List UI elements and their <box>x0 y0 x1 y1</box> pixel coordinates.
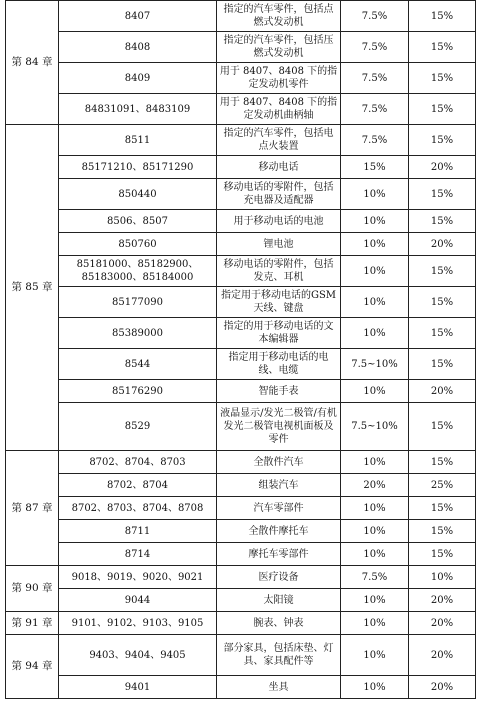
table-row <box>6 63 476 94</box>
rate-b-cell: 20% <box>409 635 476 676</box>
rate-a-cell: 10% <box>341 287 409 318</box>
description-cell: 锂电池 <box>217 233 341 256</box>
rate-a-cell: 20% <box>341 474 409 497</box>
rate-a-cell: 10% <box>341 451 409 474</box>
rate-a-cell: 7.5% <box>341 125 409 156</box>
hs-code-cell: 8408 <box>59 32 217 63</box>
rate-a-cell: 10% <box>341 635 409 676</box>
description-cell: 指定的汽车零件，包括电点火装置 <box>217 125 341 156</box>
chapter-cell: 第 84 章 <box>6 1 59 125</box>
rate-b-cell: 15% <box>409 94 476 125</box>
rate-b-cell: 15% <box>409 543 476 566</box>
hs-code-cell: 8544 <box>59 349 217 380</box>
description-cell: 用于 8407、8408 下的指定发动机曲柄轴 <box>217 94 341 125</box>
tariff-table <box>5 0 476 699</box>
table-row <box>6 676 476 699</box>
rate-b-cell: 20% <box>409 380 476 403</box>
hs-code-cell: 9403、9404、9405 <box>59 635 217 676</box>
table-row <box>6 380 476 403</box>
table-row <box>6 318 476 349</box>
description-cell: 医疗设备 <box>217 566 341 589</box>
rate-b-cell: 15% <box>409 210 476 233</box>
hs-code-cell: 8511 <box>59 125 217 156</box>
rate-a-cell: 7.5% <box>341 1 409 32</box>
hs-code-cell: 8702、8703、8704、8708 <box>59 497 217 520</box>
table-row <box>6 403 476 451</box>
description-cell: 指定用于移动电话的GSM 天线、键盘 <box>217 287 341 318</box>
rate-a-cell: 7.5% <box>341 94 409 125</box>
table-row <box>6 287 476 318</box>
hs-code-cell: 84831091、8483109 <box>59 94 217 125</box>
rate-a-cell: 10% <box>341 380 409 403</box>
description-cell: 腕表、钟表 <box>217 612 341 635</box>
description-cell: 用于移动电话的电池 <box>217 210 341 233</box>
rate-b-cell: 15% <box>409 63 476 94</box>
hs-code-cell: 8714 <box>59 543 217 566</box>
rate-b-cell: 20% <box>409 156 476 179</box>
chapter-cell: 第 87 章 <box>6 451 59 566</box>
table-row <box>6 1 476 32</box>
table-row <box>6 233 476 256</box>
hs-code-cell: 850440 <box>59 179 217 210</box>
hs-code-cell: 9401 <box>59 676 217 699</box>
table-row <box>6 156 476 179</box>
table-row <box>6 125 476 156</box>
table-row <box>6 589 476 612</box>
description-cell: 智能手表 <box>217 380 341 403</box>
rate-a-cell: 7.5~10% <box>341 403 409 451</box>
rate-a-cell: 10% <box>341 233 409 256</box>
description-cell: 汽车零部件 <box>217 497 341 520</box>
table-row <box>6 451 476 474</box>
chapter-cell: 第 94 章 <box>6 635 59 699</box>
rate-b-cell: 15% <box>409 318 476 349</box>
description-cell: 全散件汽车 <box>217 451 341 474</box>
table-row <box>6 497 476 520</box>
hs-code-cell: 9101、9102、9103、9105 <box>59 612 217 635</box>
rate-a-cell: 15% <box>341 156 409 179</box>
description-cell: 部分家具，包括床垫、灯具、家具配件等 <box>217 635 341 676</box>
table-row <box>6 179 476 210</box>
table-row <box>6 349 476 380</box>
rate-b-cell: 10% <box>409 566 476 589</box>
rate-b-cell: 15% <box>409 32 476 63</box>
hs-code-cell: 85177090 <box>59 287 217 318</box>
description-cell: 指定的用于移动电话的文本编辑器 <box>217 318 341 349</box>
table-row <box>6 32 476 63</box>
rate-b-cell: 15% <box>409 287 476 318</box>
rate-b-cell: 15% <box>409 451 476 474</box>
hs-code-cell: 9018、9019、9020、9021 <box>59 566 217 589</box>
table-row <box>6 210 476 233</box>
hs-code-cell: 8529 <box>59 403 217 451</box>
table-row <box>6 612 476 635</box>
rate-b-cell: 15% <box>409 520 476 543</box>
rate-b-cell: 20% <box>409 612 476 635</box>
description-cell: 摩托车零部件 <box>217 543 341 566</box>
hs-code-cell: 9044 <box>59 589 217 612</box>
rate-a-cell: 7.5~10% <box>341 349 409 380</box>
hs-code-cell: 8702、8704 <box>59 474 217 497</box>
hs-code-cell: 8409 <box>59 63 217 94</box>
hs-code-cell: 85389000 <box>59 318 217 349</box>
rate-b-cell: 15% <box>409 1 476 32</box>
description-cell: 移动电话的零附件，包括充电器及适配器 <box>217 179 341 210</box>
description-cell: 用于 8407、8408 下的指定发动机零件 <box>217 63 341 94</box>
table-row <box>6 520 476 543</box>
rate-b-cell: 15% <box>409 256 476 287</box>
rate-b-cell: 15% <box>409 179 476 210</box>
rate-b-cell: 20% <box>409 676 476 699</box>
description-cell: 移动电话 <box>217 156 341 179</box>
hs-code-cell: 8702、8704、8703 <box>59 451 217 474</box>
hs-code-cell: 8711 <box>59 520 217 543</box>
rate-a-cell: 10% <box>341 589 409 612</box>
hs-code-cell: 850760 <box>59 233 217 256</box>
description-cell: 指定的汽车零件，包括点燃式发动机 <box>217 1 341 32</box>
rate-b-cell: 15% <box>409 403 476 451</box>
rate-a-cell: 10% <box>341 612 409 635</box>
hs-code-cell: 85181000、85182900、85183000、85184000 <box>59 256 217 287</box>
rate-a-cell: 10% <box>341 256 409 287</box>
description-cell: 太阳镜 <box>217 589 341 612</box>
description-cell: 液晶显示/发光二极管/有机发光二极管电视机面板及零件 <box>217 403 341 451</box>
rate-a-cell: 10% <box>341 497 409 520</box>
chapter-cell: 第 91 章 <box>6 612 59 635</box>
description-cell: 组装汽车 <box>217 474 341 497</box>
table-row <box>6 94 476 125</box>
rate-b-cell: 20% <box>409 233 476 256</box>
chapter-cell: 第 85 章 <box>6 125 59 451</box>
description-cell: 指定的汽车零件，包括压燃式发动机 <box>217 32 341 63</box>
description-cell: 坐具 <box>217 676 341 699</box>
rate-b-cell: 20% <box>409 589 476 612</box>
rate-a-cell: 10% <box>341 676 409 699</box>
rate-b-cell: 15% <box>409 125 476 156</box>
rate-b-cell: 15% <box>409 349 476 380</box>
description-cell: 全散件摩托车 <box>217 520 341 543</box>
table-row <box>6 474 476 497</box>
table-row <box>6 543 476 566</box>
rate-a-cell: 7.5% <box>341 32 409 63</box>
rate-a-cell: 7.5% <box>341 566 409 589</box>
rate-a-cell: 10% <box>341 543 409 566</box>
hs-code-cell: 85176290 <box>59 380 217 403</box>
chapter-cell: 第 90 章 <box>6 566 59 612</box>
hs-code-cell: 8506、8507 <box>59 210 217 233</box>
hs-code-cell: 85171210、85171290 <box>59 156 217 179</box>
rate-a-cell: 10% <box>341 179 409 210</box>
rate-b-cell: 25% <box>409 474 476 497</box>
table-row <box>6 635 476 676</box>
hs-code-cell: 8407 <box>59 1 217 32</box>
rate-a-cell: 10% <box>341 318 409 349</box>
description-cell: 指定用于移动电话的电线、电缆 <box>217 349 341 380</box>
table-row <box>6 566 476 589</box>
table-row <box>6 256 476 287</box>
rate-a-cell: 7.5% <box>341 63 409 94</box>
description-cell: 移动电话的零附件，包括发克、耳机 <box>217 256 341 287</box>
rate-b-cell: 15% <box>409 497 476 520</box>
rate-a-cell: 10% <box>341 210 409 233</box>
rate-a-cell: 10% <box>341 520 409 543</box>
